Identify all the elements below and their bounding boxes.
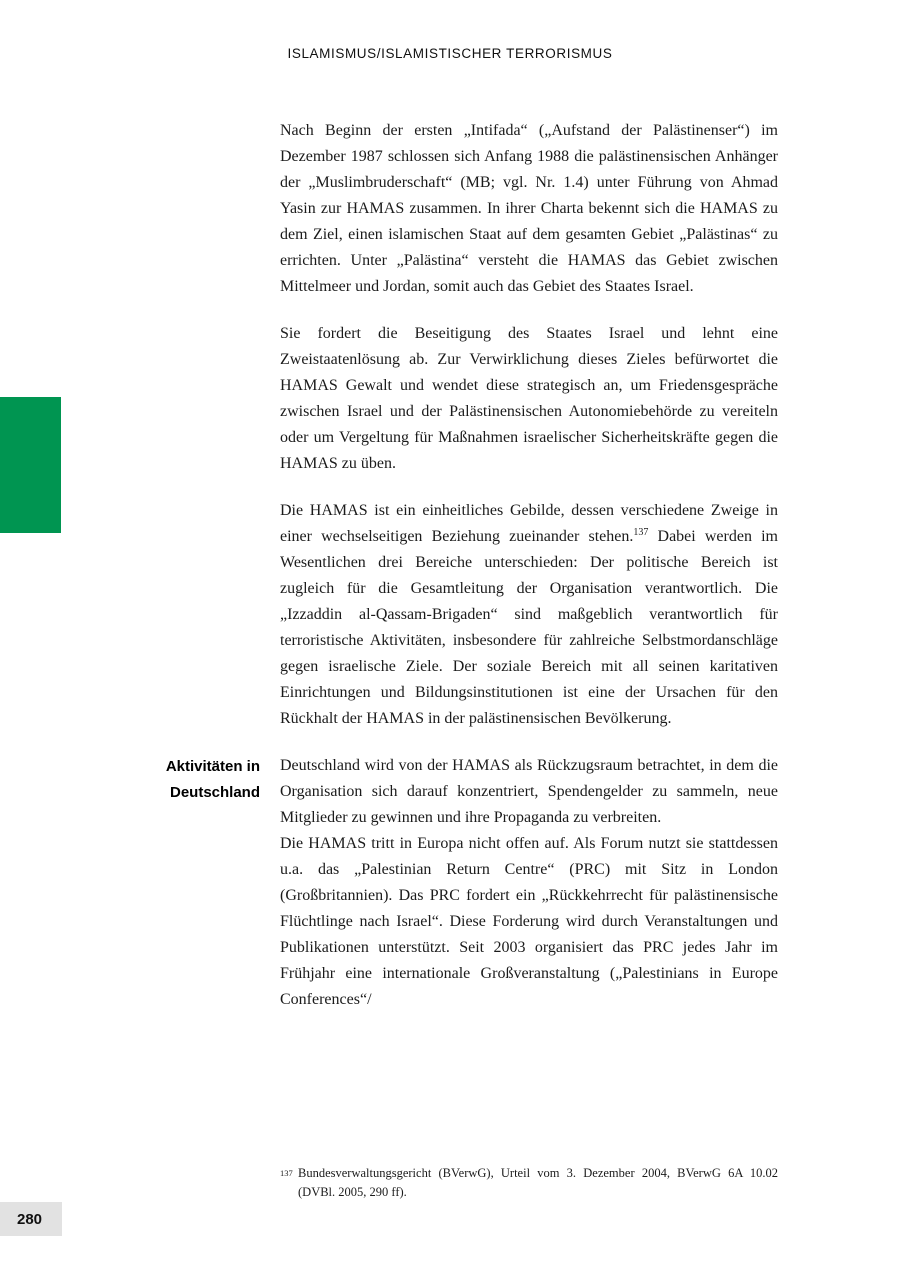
paragraph-europe-prc: Die HAMAS tritt in Europa nicht offen auf. Als Forum nutzt sie stattdessen u.a. das „Palestinian Return Centre“ (PRC) mit Sitz in London (Großbritannien). Das PRC fordert ein „Rückkehrrecht für palästinensische Flüchtlinge nach Israel“. Diese Forderung wird durch Veranstaltungen und Publikationen unterstützt. Seit 2003 organisiert das PRC jedes Jahr im Frühjahr eine internationale Großveranstaltung („Palestinians in Europe Conferences“/ (280, 835, 778, 1008)
paragraph-goals: Sie fordert die Beseitigung des Staates Israel und lehnt eine Zweistaatenlösung ab. Zur Verwirklichung dieses Zieles befürwortet die HAMAS Gewalt und wendet diese strategisch an, um Friedensgespräche zwischen Israel und der Palästinensischen Autonomiebehörde zu vereiteln oder um Vergeltung für Maßnahmen israelischer Sicherheitskräfte gegen die HAMAS zu üben. (280, 325, 778, 472)
margin-label-activities-germany (90, 754, 260, 806)
footnote-marker: 137 (280, 1168, 293, 1178)
paragraph-germany-retreat: Deutschland wird von der HAMAS als Rückzugsraum betrachtet, in dem die Organisation sich darauf konzentriert, Spendengelder zu sammeln, neue Mitglieder zu gewinnen und ihre Propaganda zu verbreiten. (280, 757, 778, 826)
chapter-color-bar (0, 397, 61, 533)
footnote-reference-137: 137 (633, 527, 649, 538)
running-header: ISLAMISMUS/ISLAMISTISCHER TERRORISMUS (287, 46, 613, 61)
body-text-column (165, 118, 778, 1013)
paragraph-text-before-reference: Die HAMAS ist ein einheitliches Gebilde, dessen verschiedene Zweige in einer wechselseitigen Beziehung zueinander stehen. (280, 502, 778, 545)
page-number: 280 (17, 1210, 43, 1228)
margin-label-line-1: Aktivitäten in (165, 758, 260, 775)
paragraph-structure (280, 498, 778, 732)
margin-label-line-2: Deutschland (169, 784, 260, 801)
paragraph-text-after-reference: Dabei werden im Wesentlichen drei Bereiche unterschieden: Der politische Bereich ist zugleich für die Gesamtleitung der Organisation verantwortlich. Die „Izzaddin al-Qassam-Brigaden“ sind maßgeblich verantwortlich für terroristische Aktivitäten, insbesondere für zahlreiche Selbstmordanschläge gegen israelische Ziele. Der soziale Bereich mit all seinen karitativen Einrichtungen und Bildungsinstitutionen ist eine der Ursachen für den Rückhalt der HAMAS in der palästinensischen Bevölkerung. (280, 528, 778, 727)
footnote-137 (280, 1164, 778, 1202)
footnote-text: Bundesverwaltungsgericht (BVerwG), Urteil vom 3. Dezember 2004, BVerwG 6A 10.02 (DVBl. 2005, 290 ff). (298, 1166, 778, 1199)
section-activities-germany (165, 753, 778, 831)
page-number-strip (0, 1202, 62, 1236)
paragraph-intifada-founding: Nach Beginn der ersten „Intifada“ („Aufstand der Palästinenser“) im Dezember 1987 schlossen sich Anfang 1988 die palästinensischen Anhänger der „Muslimbruderschaft“ (MB; vgl. Nr. 1.4) unter Führung von Ahmad Yasin zur HAMAS zusammen. In ihrer Charta bekennt sich die HAMAS zu dem Ziel, einen islamischen Staat auf dem gesamten Gebiet „Palästinas“ zu errichten. Unter „Palästina“ versteht die HAMAS das Gebiet zwischen Mittelmeer und Jordan, somit auch das Gebiet des Staates Israel. (280, 122, 778, 295)
